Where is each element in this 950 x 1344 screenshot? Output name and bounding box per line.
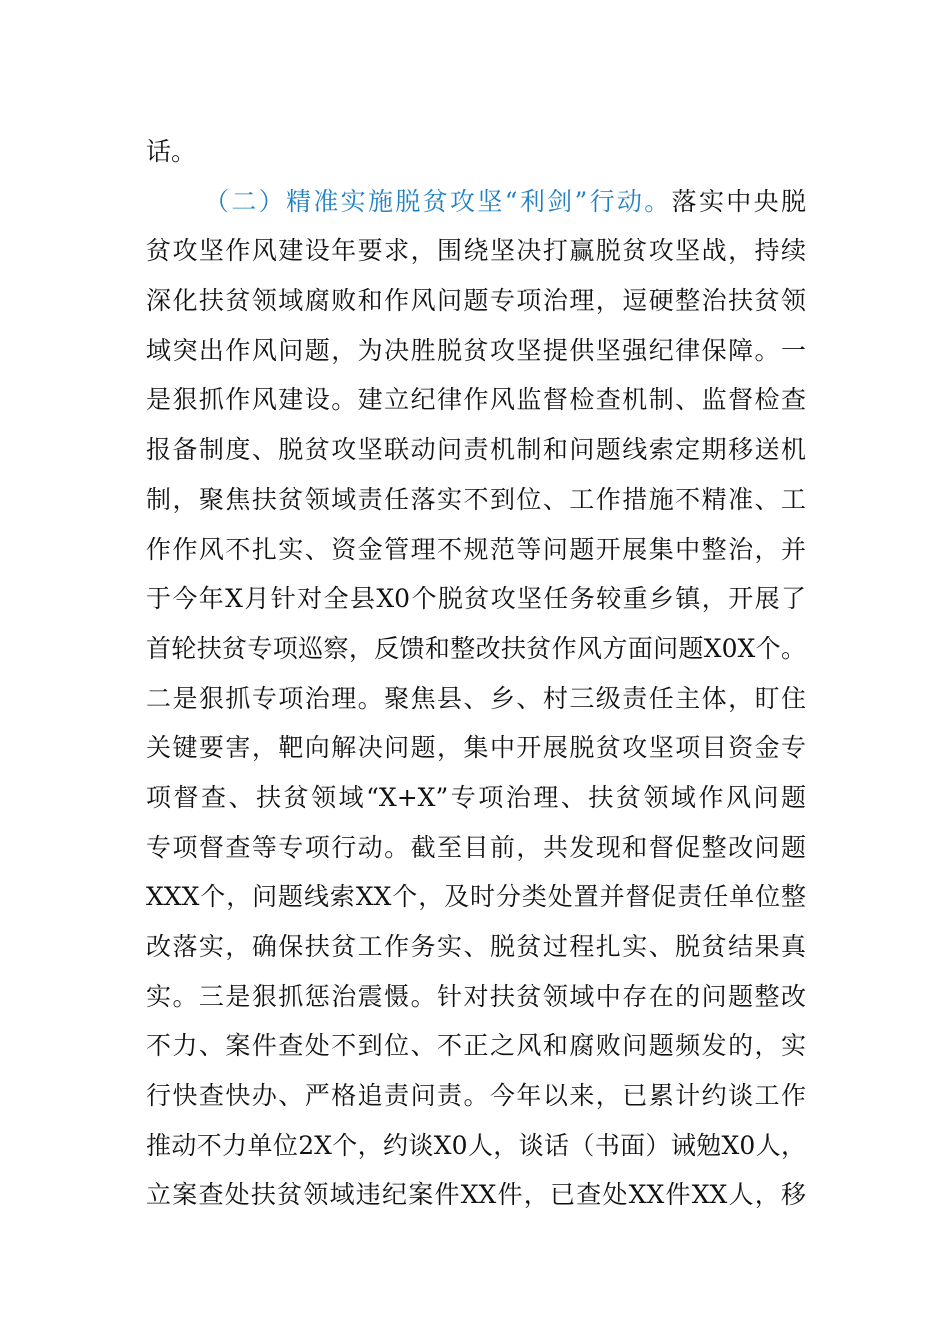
heading-tail-text: 落实中央脱 bbox=[671, 186, 806, 216]
section-heading: （二）精准实施脱贫攻坚“利剑”行动。 bbox=[204, 186, 672, 216]
paragraph-line: 不力、案件查处不到位、不正之风和腐败问题频发的，实 bbox=[146, 1031, 806, 1061]
section-heading-line bbox=[146, 177, 806, 227]
paragraph-line: 深化扶贫领域腐败和作风问题专项治理，逗硬整治扶贫领 bbox=[146, 286, 806, 316]
paragraph-line: 专项督查等专项行动。截至目前，共发现和督促整改问题 bbox=[146, 832, 806, 862]
paragraph-line: 二是狠抓专项治理。聚焦县、乡、村三级责任主体，盯住 bbox=[146, 683, 806, 713]
paragraph-line: 实。三是狠抓惩治震慑。针对扶贫领域中存在的问题整改 bbox=[146, 981, 806, 1011]
paragraph-line: 制，聚焦扶贫领域责任落实不到位、工作措施不精准、工 bbox=[146, 484, 806, 514]
paragraph-line bbox=[146, 127, 806, 177]
paragraph-line: 贫攻坚作风建设年要求，围绕坚决打赢脱贫攻坚战，持续 bbox=[146, 236, 806, 266]
paragraph-line: 是狠抓作风建设。建立纪律作风监督检查机制、监督检查 bbox=[146, 385, 806, 415]
body-text bbox=[146, 127, 806, 1220]
paragraph-line: 改落实，确保扶贫工作务实、脱贫过程扎实、脱贫结果真 bbox=[146, 932, 806, 961]
paragraph-line: 关键要害，靶向解决问题，集中开展脱贫攻坚项目资金专 bbox=[146, 733, 806, 763]
paragraph-line: 行快查快办、严格追责问责。今年以来，已累计约谈工作 bbox=[146, 1081, 806, 1111]
paragraph-end-text: 话。 bbox=[146, 137, 197, 166]
paragraph-line: 报备制度、脱贫攻坚联动问责机制和问题线索定期移送机 bbox=[146, 435, 806, 465]
paragraph-line: 推动不力单位2X个，约谈X0人，谈话（书面）诫勉X0人， bbox=[146, 1130, 806, 1160]
paragraph-line: 作作风不扎实、资金管理不规范等问题开展集中整治，并 bbox=[146, 534, 806, 564]
paragraph-line: XXX个，问题线索XX个，及时分类处置并督促责任单位整 bbox=[146, 882, 806, 912]
paragraph-line: 首轮扶贫专项巡察，反馈和整改扶贫作风方面问题X0X个。 bbox=[146, 633, 806, 663]
paragraph-line: 于今年X月针对全县X0个脱贫攻坚任务较重乡镇，开展了 bbox=[146, 584, 806, 614]
paragraph-line: 立案查处扶贫领域违纪案件XX件，已查处XX件XX人，移 bbox=[146, 1180, 806, 1210]
paragraph-line: 域突出作风问题，为决胜脱贫攻坚提供坚强纪律保障。一 bbox=[146, 335, 806, 365]
paragraph-line: 项督查、扶贫领域“X+X”专项治理、扶贫领域作风问题 bbox=[146, 782, 806, 812]
